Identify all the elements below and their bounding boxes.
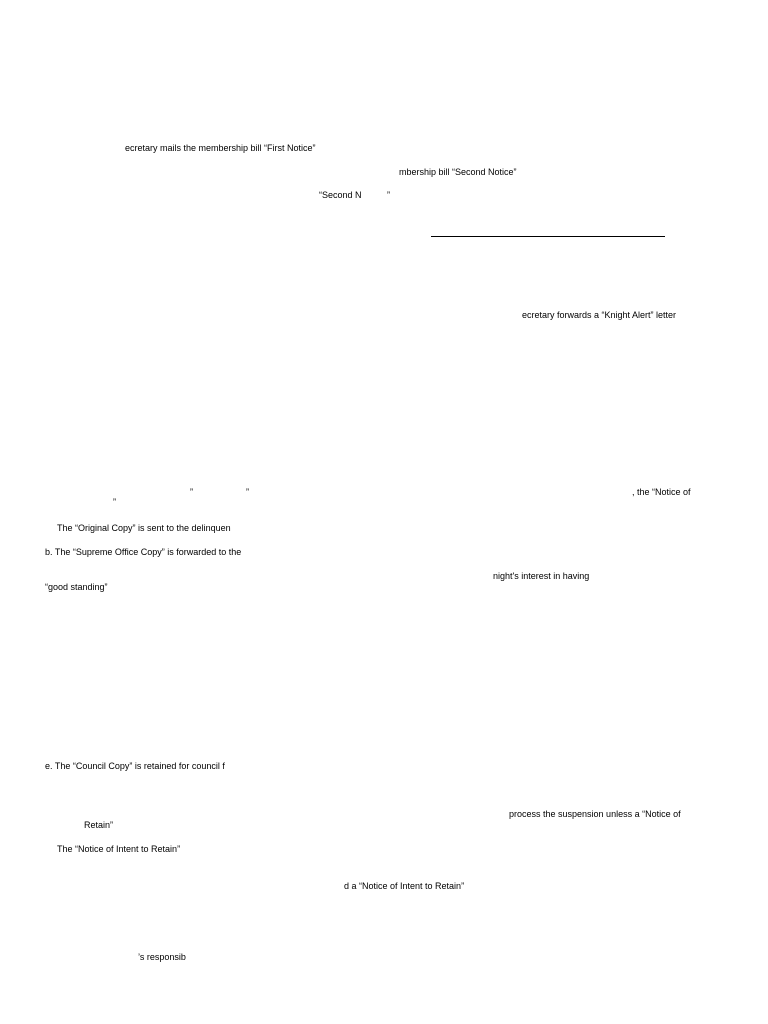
- first-notice-text: ecretary mails the membership bill “First Notice”: [125, 143, 316, 153]
- process-suspension-text: process the suspension unless a “Notice of: [509, 809, 681, 819]
- council-copy-text: e. The “Council Copy” is retained for council f: [45, 761, 225, 771]
- second-notice-bill-text: mbership bill “Second Notice”: [399, 167, 517, 177]
- responsib-text: ’s responsib: [138, 952, 186, 962]
- retain-text: Retain”: [84, 820, 114, 830]
- original-copy-text: The “Original Copy” is sent to the delinquen: [57, 523, 231, 533]
- good-standing-text: “good standing”: [45, 582, 108, 592]
- knight-alert-text: ecretary forwards a “Knight Alert” letter: [522, 310, 677, 320]
- notice-of-text: , the “Notice of: [632, 487, 691, 497]
- quote-mark-3: ”: [113, 497, 116, 507]
- quote-mark-1: ”: [190, 487, 193, 497]
- second-n-close-quote: ”: [387, 190, 390, 200]
- second-n-text: “Second N: [319, 190, 362, 200]
- d-notice-intent-text: d a “Notice of Intent to Retain”: [344, 881, 465, 891]
- underline-rule: [431, 236, 665, 237]
- supreme-office-copy-text: b. The “Supreme Office Copy” is forwarded to the: [45, 547, 242, 557]
- quote-mark-2: ”: [246, 487, 249, 497]
- notice-intent-retain-text: The “Notice of Intent to Retain”: [57, 844, 181, 854]
- knights-interest-text: night's interest in having: [493, 571, 590, 581]
